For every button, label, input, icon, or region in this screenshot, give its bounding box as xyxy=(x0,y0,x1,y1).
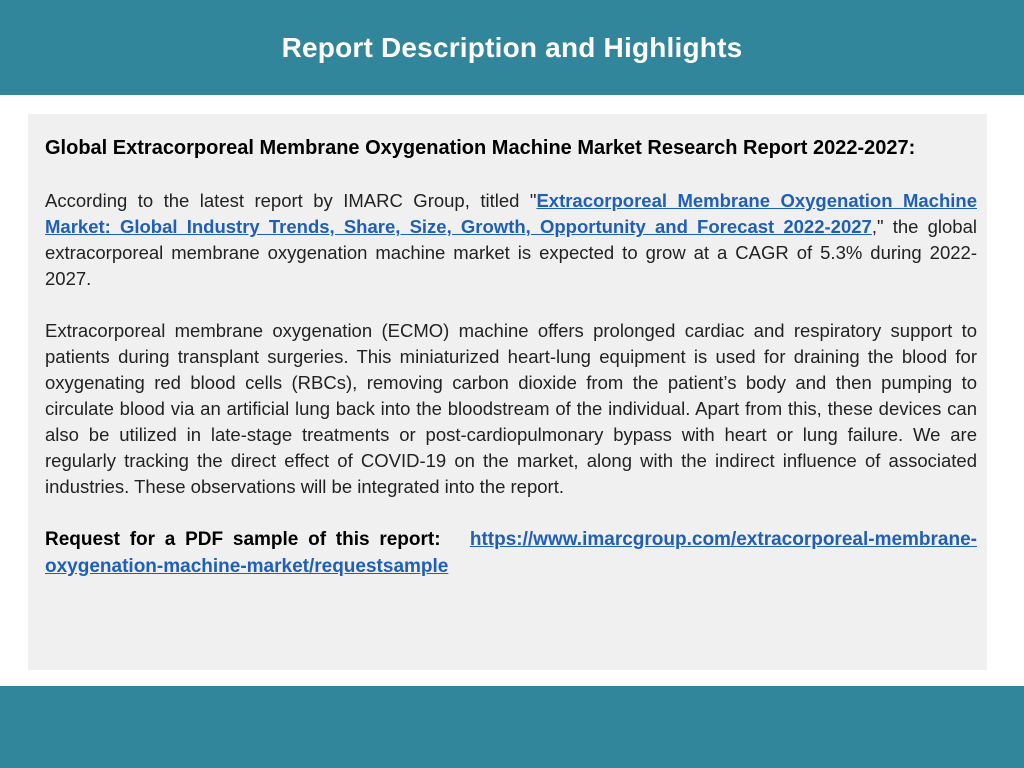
body-paragraph: Extracorporeal membrane oxygenation (ECMO) machine offers prolonged cardiac and respiratory support to patients during transplant surgeries. This miniaturized heart-lung equipment is used for draining the blood for oxygenating red blood cells (RBCs), removing carbon dioxide from the patient’s body and then pumping to circulate blood via an artificial lung back into the bloodstream of the individual. Apart from this, these devices can also be utilized in late-stage treatments or post-cardiopulmonary bypass with heart or lung failure. We are regularly tracking the direct effect of COVID-19 on the market, along with the indirect influence of associated industries. These observations will be integrated into the report. xyxy=(45,320,977,497)
page-title: Report Description and Highlights xyxy=(281,31,743,63)
intro-prefix: According to the latest report by IMARC Group, titled " xyxy=(45,190,537,211)
report-heading: Global Extracorporeal Membrane Oxygenation Machine Market Research Report 2022-2027: xyxy=(45,137,916,159)
report-description-box xyxy=(28,114,987,670)
footer-bar xyxy=(0,686,1024,768)
intro-suffix: ," the global extracorporeal membrane oxygenation machine market is expected to grow at a CAGR of 5.3% during 2022-2027. xyxy=(45,216,977,289)
request-paragraph xyxy=(45,526,977,580)
intro-paragraph xyxy=(45,188,977,292)
header-bar xyxy=(0,0,1024,95)
report-title-link[interactable]: Extracorporeal Membrane Oxygenation Machine Market: Global Industry Trends, Share, Size, Growth, Opportunity and Forecast 2022-2027 xyxy=(45,190,977,237)
request-sample-link[interactable]: https://www.imarcgroup.com/extracorporeal-membrane-oxygenation-machine-market/requestsample xyxy=(45,529,977,577)
request-label: Request for a PDF sample of this report: xyxy=(45,529,441,550)
